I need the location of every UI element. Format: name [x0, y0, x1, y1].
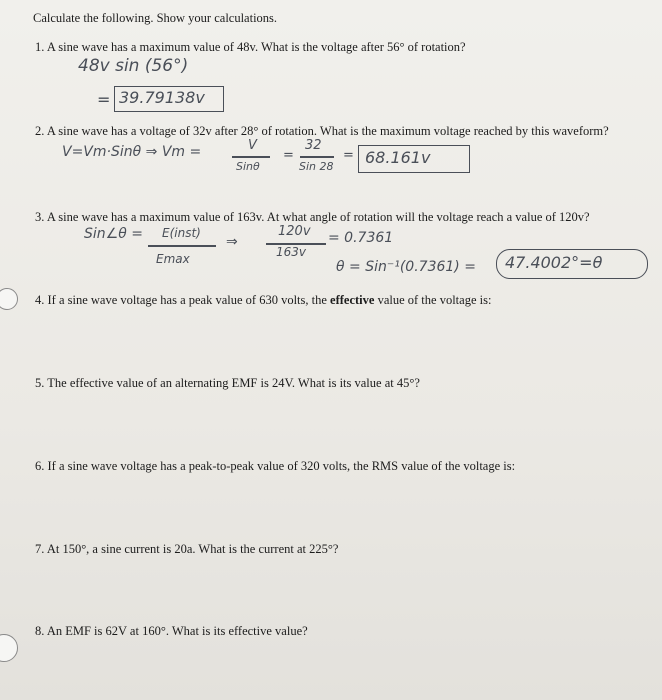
question-4: [35, 293, 491, 308]
question-text-end: value of the voltage is:: [374, 293, 492, 307]
q2-answer-box: [358, 145, 470, 173]
q1-work-line1: 48v sin (56°): [78, 56, 189, 76]
question-text: The effective value of an alternating EMF is 24V. What is its value at 45°?: [47, 376, 420, 390]
question-text: An EMF is 62V at 160°. What is its effective value?: [46, 624, 308, 638]
question-text: A sine wave has a maximum value of 48v. What is the voltage after 56° of rotation?: [46, 40, 466, 54]
q3-frac-bar: [148, 245, 216, 247]
question-number: 2.: [35, 124, 45, 138]
question-1: [35, 40, 466, 55]
q3-frac-den: Emax: [156, 252, 190, 266]
q2-frac2-num: 32: [305, 138, 322, 153]
q2-answer: 68.161v: [365, 148, 431, 167]
q1-answer-box: [114, 86, 224, 112]
question-number: 1.: [35, 40, 45, 54]
q3-arrow: ⇒: [226, 234, 238, 250]
q3-frac2-den: 163v: [276, 245, 307, 259]
q2-work-eq1: V=Vm·Sinθ ⇒ Vm =: [62, 144, 202, 160]
instructions: Calculate the following. Show your calculations.: [33, 11, 278, 25]
question-7: [35, 542, 338, 557]
question-text-bold: effective: [330, 293, 375, 307]
q2-frac1-den: Sinθ: [236, 160, 260, 173]
binder-hole-top: [0, 288, 18, 310]
q3-lhs: Sin∠θ =: [84, 226, 143, 242]
question-3: [35, 210, 590, 225]
q3-frac2-num: 120v: [278, 224, 311, 239]
binder-hole-bottom: [0, 634, 18, 662]
q2-frac1-bar: [232, 156, 270, 158]
question-number: 7.: [35, 542, 45, 556]
question-number: 6.: [35, 459, 45, 473]
q3-answer-box: [496, 249, 648, 279]
question-text: A sine wave has a maximum value of 163v. At what angle of rotation will the voltage reach a value of 120v?: [46, 210, 590, 224]
question-8: [35, 624, 308, 639]
question-number: 4.: [35, 293, 45, 307]
question-text: If a sine wave voltage has a peak-to-peak value of 320 volts, the RMS value of the voltage is:: [47, 459, 516, 473]
question-2: [35, 124, 609, 139]
question-text: A sine wave has a voltage of 32v after 28° of rotation. What is the maximum voltage reached by this waveform?: [46, 124, 609, 138]
q2-eq2: =: [283, 148, 294, 163]
question-number: 8.: [35, 624, 45, 638]
q2-frac2-den: Sin 28: [299, 160, 334, 173]
q3-line2: θ = Sin⁻¹(0.7361) =: [336, 259, 476, 275]
q2-eq3: =: [343, 148, 354, 163]
q3-eq: = 0.7361: [328, 230, 394, 246]
q3-frac-num: E(inst): [162, 226, 201, 240]
q2-frac1-num: V: [248, 138, 257, 153]
q1-work-equals: =: [97, 90, 111, 109]
question-text: If a sine wave voltage has a peak value of 630 volts, the: [47, 293, 331, 307]
question-number: 3.: [35, 210, 45, 224]
q1-answer: 39.79138v: [119, 88, 205, 107]
question-5: [35, 376, 420, 391]
question-text: At 150°, a sine current is 20a. What is the current at 225°?: [46, 542, 339, 556]
question-number: 5.: [35, 376, 45, 390]
q2-frac2-bar: [300, 156, 334, 158]
question-6: [35, 459, 515, 474]
q3-answer: 47.4002°=θ: [505, 253, 603, 272]
